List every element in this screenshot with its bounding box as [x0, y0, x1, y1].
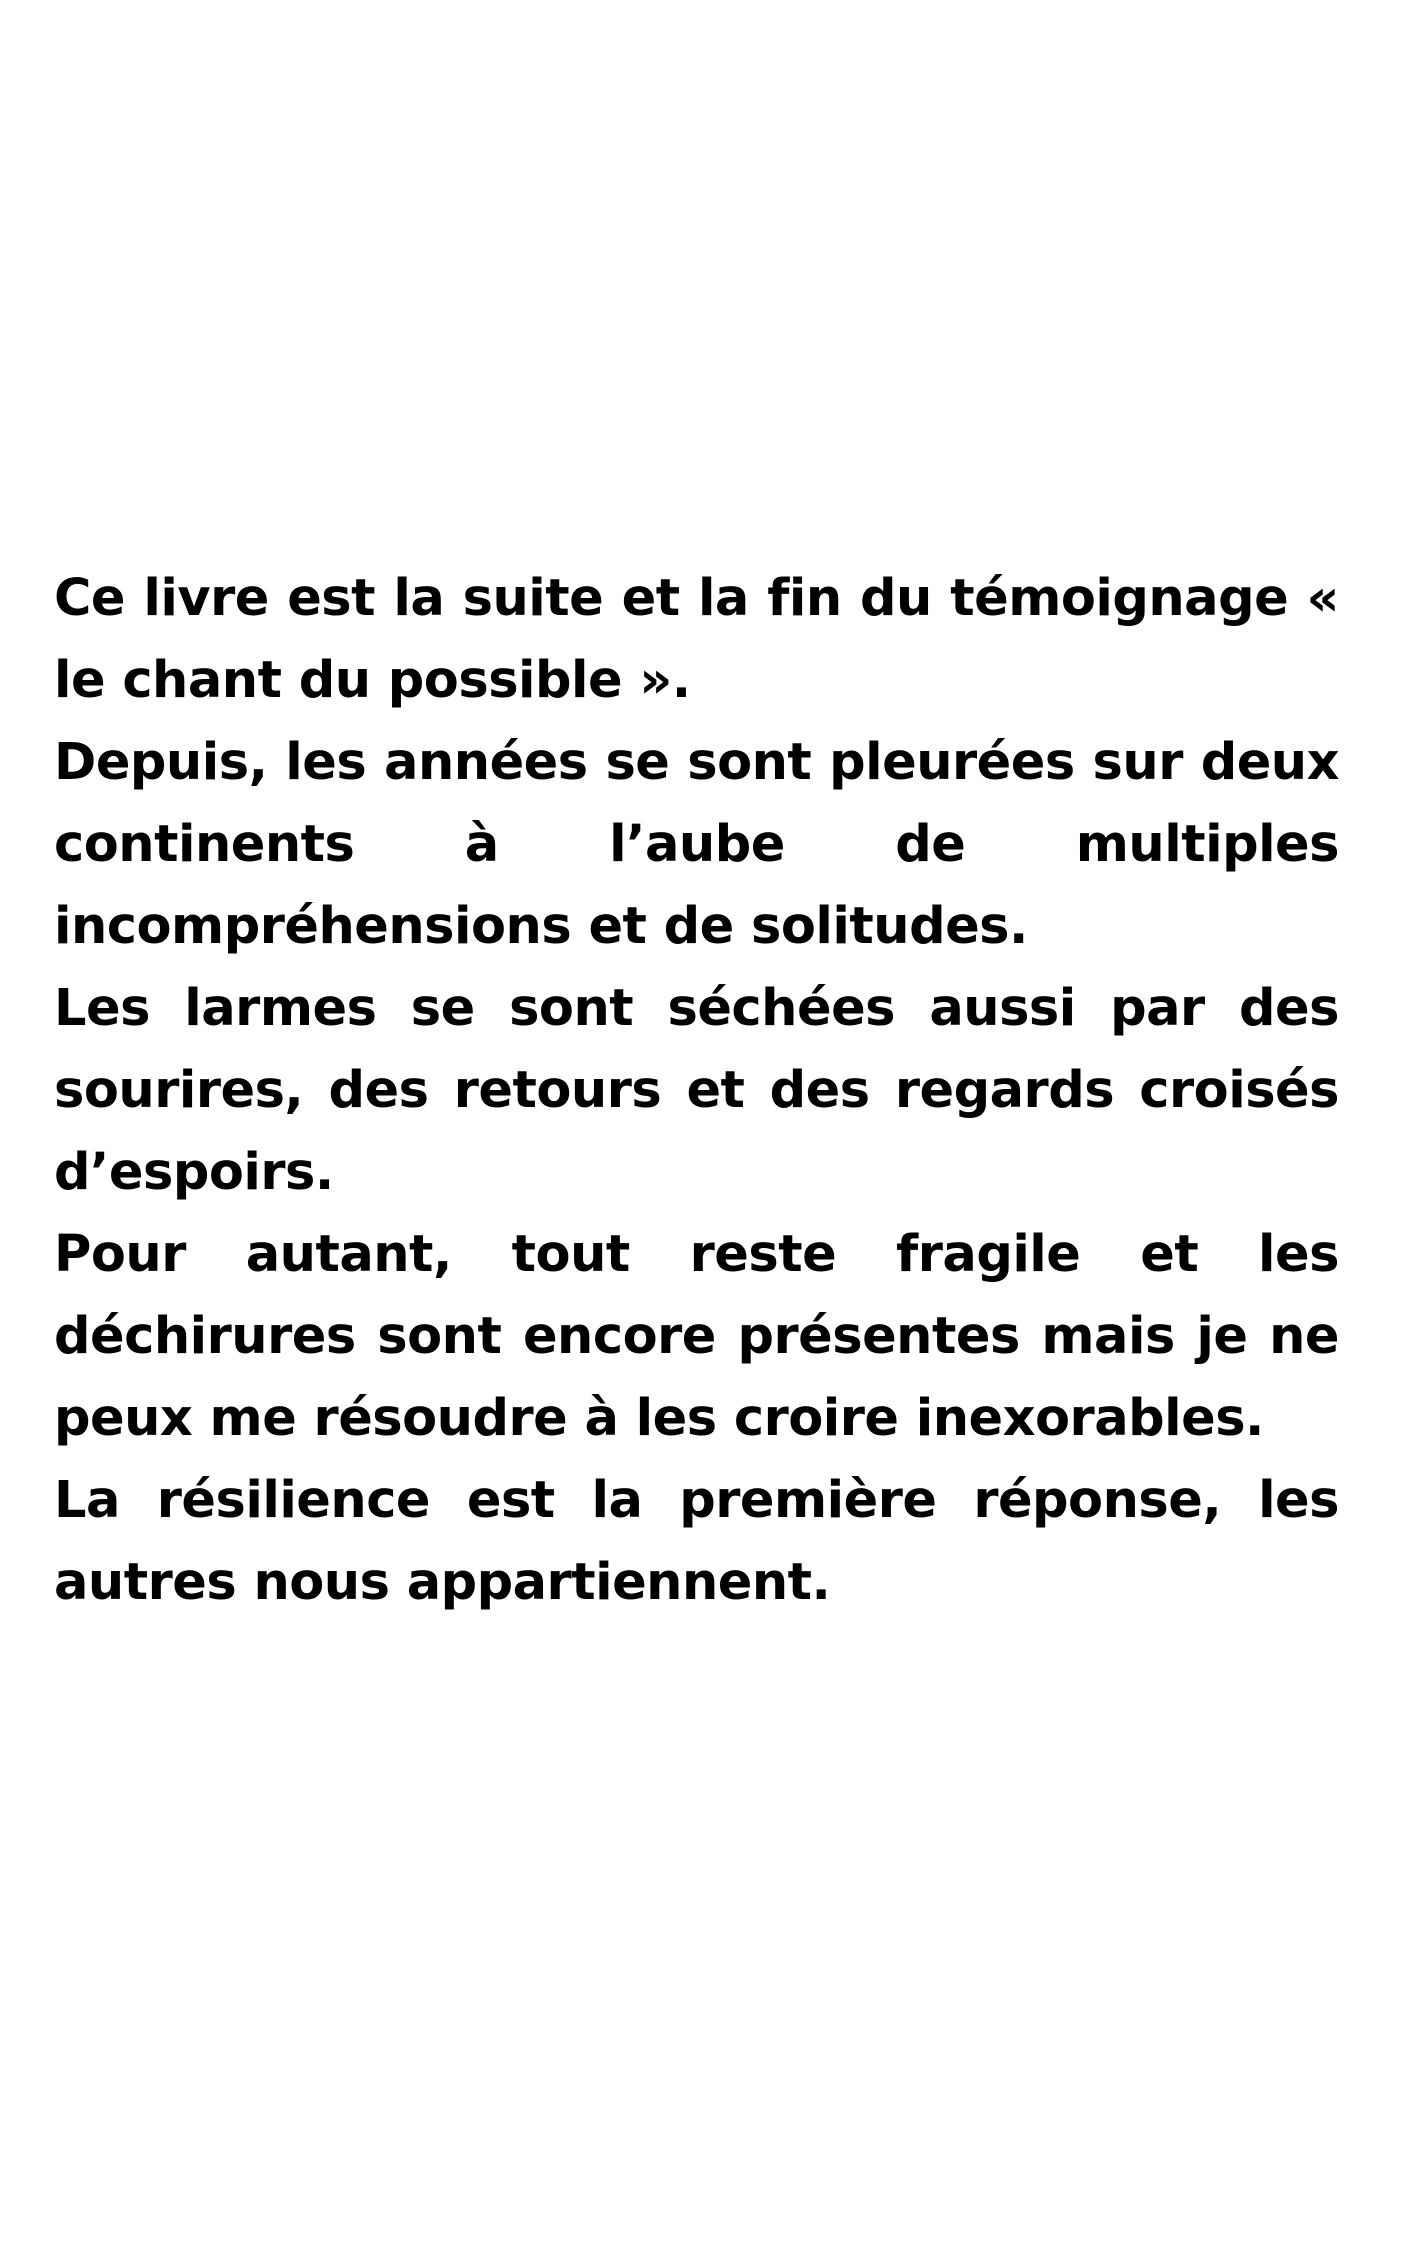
paragraph-1: Ce livre est la suite et la fin du témoignage « le chant du possible ».	[54, 569, 1339, 710]
paragraph-4: Pour autant, tout reste fragile et les déchirures sont encore présentes mais je ne peux me résoudre à les croire inexorables.	[54, 1225, 1339, 1448]
paragraph-3: Les larmes se sont séchées aussi par des sourires, des retours et des regards croisés d’espoirs.	[54, 979, 1339, 1202]
paragraph-2: Depuis, les années se sont pleurées sur deux continents à l’aube de multiples incompréhensions et de solitudes.	[54, 733, 1339, 956]
body-text	[54, 558, 1339, 1624]
paragraph-5: La résilience est la première réponse, les autres nous appartiennent.	[54, 1471, 1339, 1612]
